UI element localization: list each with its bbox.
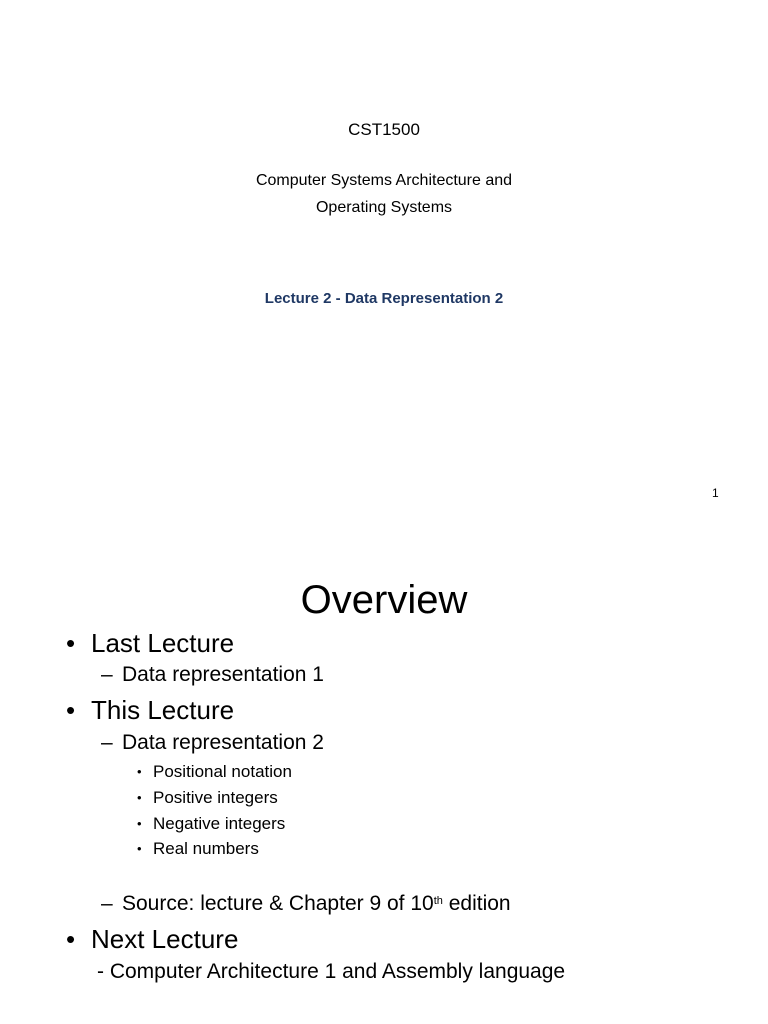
- overview-slide: [0, 540, 768, 1024]
- bullet-icon: •: [137, 764, 142, 779]
- bullet-icon: •: [66, 924, 76, 954]
- topic-text: Real numbers: [153, 839, 259, 858]
- topic-item: [137, 788, 278, 808]
- dash-icon: –: [101, 731, 113, 754]
- dash-icon: –: [101, 663, 113, 686]
- sub-bullet-next-lecture: - Computer Architecture 1 and Assembly language: [97, 960, 566, 983]
- bullet-next-lecture: [66, 924, 238, 955]
- bullet-text: Next Lecture: [91, 924, 239, 954]
- topic-text: Negative integers: [153, 814, 286, 833]
- bullet-icon: •: [137, 790, 142, 805]
- slide-number: 1: [712, 486, 719, 500]
- topic-item: [137, 762, 292, 782]
- sub-bullet-text: Data representation 2: [122, 731, 324, 754]
- sub-bullet-last-lecture: [101, 663, 324, 687]
- bullet-text: Last Lecture: [91, 628, 235, 658]
- sub-bullet-source: [101, 892, 511, 916]
- source-text: Source: lecture & Chapter 9 of 10: [122, 892, 434, 915]
- sub-bullet-this-lecture: [101, 731, 324, 755]
- source-suffix: edition: [442, 892, 511, 915]
- bullet-last-lecture: [66, 628, 234, 659]
- sub-bullet-text: Data representation 1: [122, 663, 324, 686]
- course-code: CST1500: [348, 120, 420, 139]
- slide-title: Overview: [300, 578, 468, 622]
- bullet-this-lecture: [66, 695, 234, 726]
- topic-item: [137, 814, 285, 834]
- bullet-icon: •: [137, 816, 142, 831]
- course-title-line2: Operating Systems: [315, 199, 453, 216]
- topic-text: Positive integers: [153, 788, 278, 807]
- bullet-icon: •: [66, 695, 76, 725]
- topic-text: Positional notation: [153, 762, 292, 781]
- bullet-text: This Lecture: [91, 695, 235, 725]
- dash-icon: –: [101, 892, 113, 915]
- topic-item: [137, 839, 259, 859]
- lecture-title: Lecture 2 - Data Representation 2: [264, 290, 504, 307]
- course-title-line1: Computer Systems Architecture and: [255, 172, 513, 189]
- bullet-icon: •: [66, 628, 76, 658]
- bullet-icon: •: [137, 841, 142, 856]
- source-superscript: th: [433, 895, 443, 907]
